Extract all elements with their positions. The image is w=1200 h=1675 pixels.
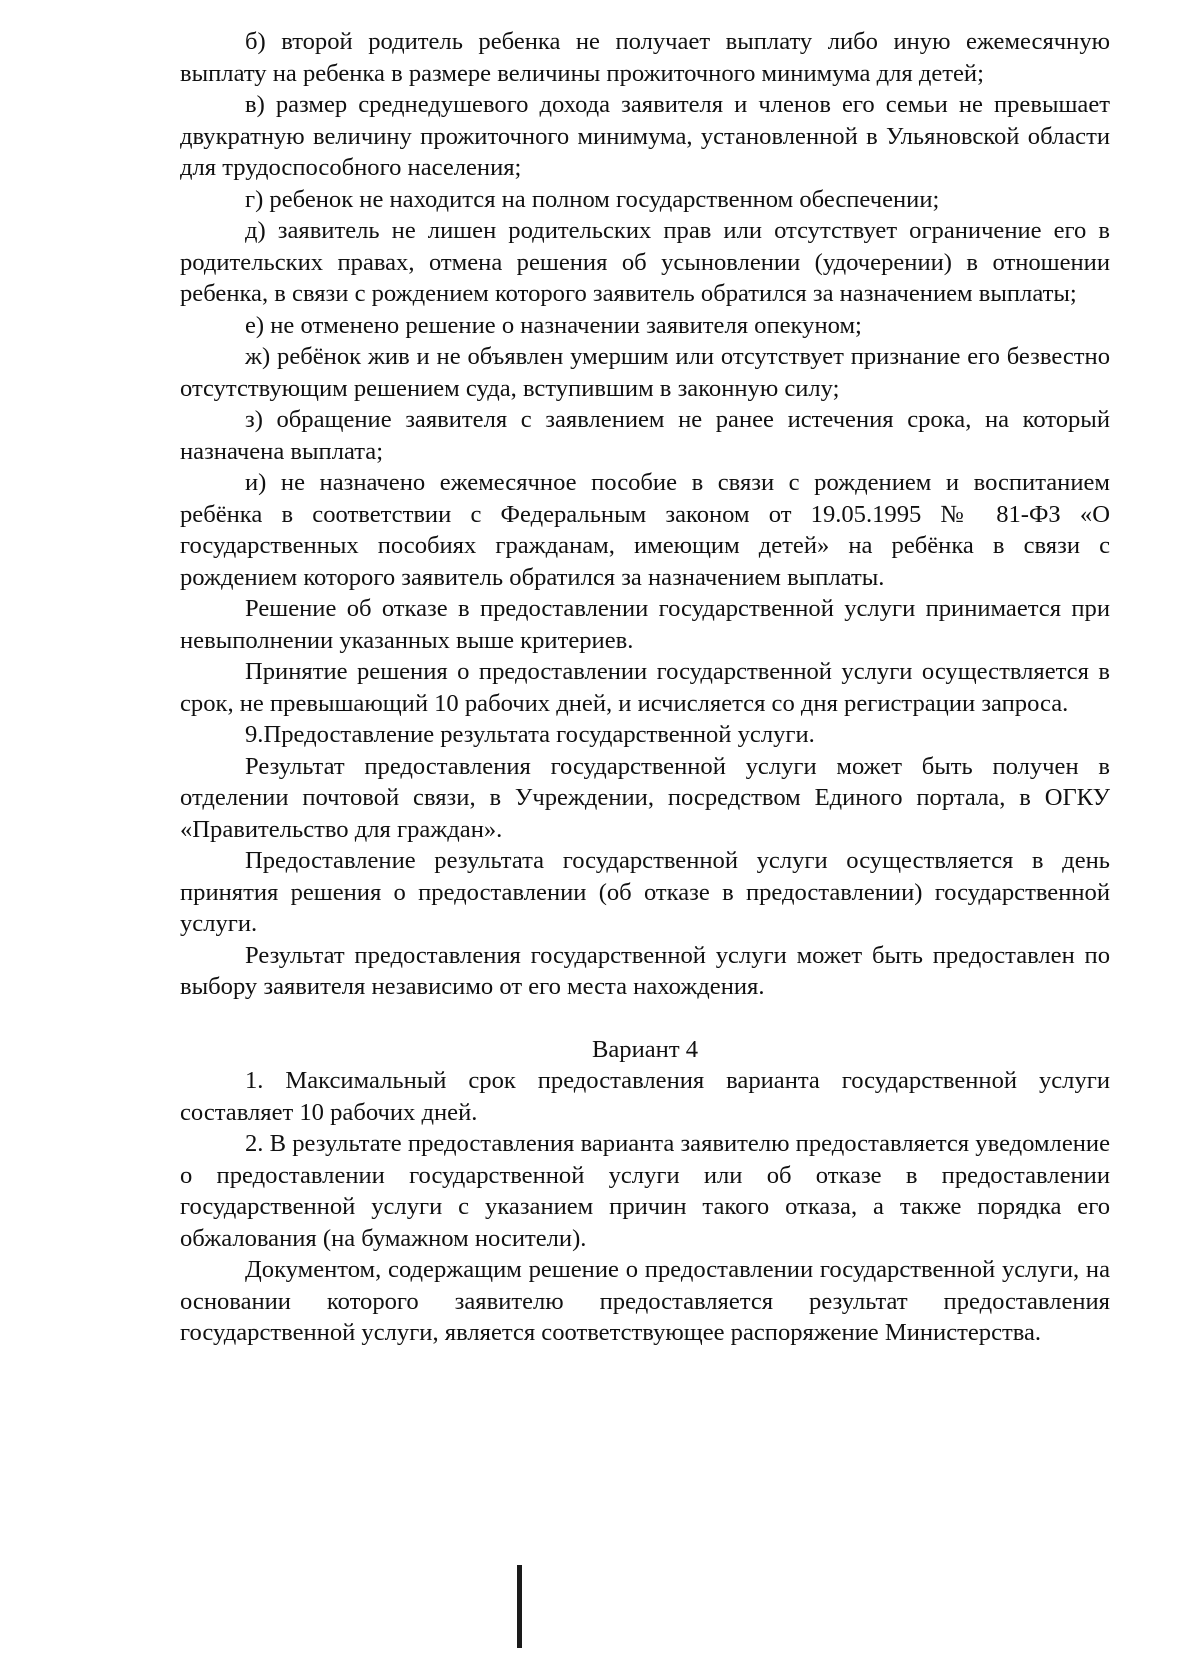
- paragraph-result-channels: Результат предоставления государственной услуги может быть получен в отделении почтовой связи, в Учреждении, посредством Единого портала, в ОГКУ «Правительство для граждан».: [180, 752, 1110, 843]
- paragraph-item-g: г) ребенок не находится на полном государственном обеспечении;: [245, 185, 940, 213]
- paragraph-item-i: и) не назначено ежемесячное пособие в связи с рождением и воспитанием ребёнка в соответствии с Федеральным законом от 19.05.1995 № 81-ФЗ «О государственных пособиях гражданам, имеющим детей» на ребёнка в связи с рождением которого заявитель обратился за назначением выплаты.: [180, 469, 1110, 591]
- section-title: Вариант 4: [591, 1035, 699, 1063]
- paragraph-item-d: д) заявитель не лишен родительских прав или отсутствует ограничение его в родительских правах, отмена решения об усыновлении (удочерении) в отношении ребенка, в связи с рождением которого заявитель обратился за назначением выплаты;: [180, 217, 1110, 307]
- paragraph-decision-term: Принятие решения о предоставлении государственной услуги осуществляется в срок, не превышающий 10 рабочих дней, и исчисляется со дня регистрации запроса.: [180, 658, 1110, 717]
- paragraph-decision-document: Документом, содержащим решение о предоставлении государственной услуги, на основании которого заявителю предоставляется результат предоставления государственной услуги, является соответствующее распоряжение Министерства.: [180, 1256, 1110, 1346]
- document-body: [180, 26, 1110, 1349]
- vertical-bar-mark: [517, 1565, 522, 1648]
- paragraph-item-e: е) не отменено решение о назначении заявителя опекуном;: [245, 311, 862, 339]
- paragraph-item-b: б) второй родитель ребенка не получает выплату либо иную ежемесячную выплату на ребенка в размере величины прожиточного минимума для детей;: [180, 28, 1110, 87]
- paragraph-notification: 2. В результате предоставления варианта заявителю предоставляется уведомление о предоставлении государственной услуги или об отказе в предоставлении государственной услуги с указанием причин такого отказа, а также порядка его обжалования (на бумажном носители).: [180, 1130, 1110, 1252]
- paragraph-max-term: 1. Максимальный срок предоставления варианта государственной услуги составляет 10 рабочих дней.: [180, 1067, 1110, 1126]
- paragraph-result-delivery-day: Предоставление результата государственной услуги осуществляется в день принятия решения о предоставлении (об отказе в предоставлении) государственной услуги.: [180, 847, 1110, 937]
- section-spacer: [180, 1003, 1110, 1034]
- paragraph-refusal-decision: Решение об отказе в предоставлении государственной услуги принимается при невыполнении указанных выше критериев.: [180, 595, 1110, 654]
- paragraph-item-zh: ж) ребёнок жив и не объявлен умершим или отсутствует признание его безвестно отсутствующим решением суда, вступившим в законную силу;: [180, 343, 1110, 402]
- paragraph-result-by-choice: Результат предоставления государственной услуги может быть предоставлен по выбору заявителя независимо от его места нахождения.: [180, 941, 1110, 1000]
- paragraph-section-9-heading: 9.Предоставление результата государственной услуги.: [245, 721, 815, 748]
- paragraph-item-z: з) обращение заявителя с заявлением не ранее истечения срока, на который назначена выплата;: [180, 406, 1110, 465]
- paragraph-item-v: в) размер среднедушевого дохода заявителя и членов его семьи не превышает двукратную величину прожиточного минимума, установленной в Ульяновской области для трудоспособного населения;: [180, 91, 1110, 181]
